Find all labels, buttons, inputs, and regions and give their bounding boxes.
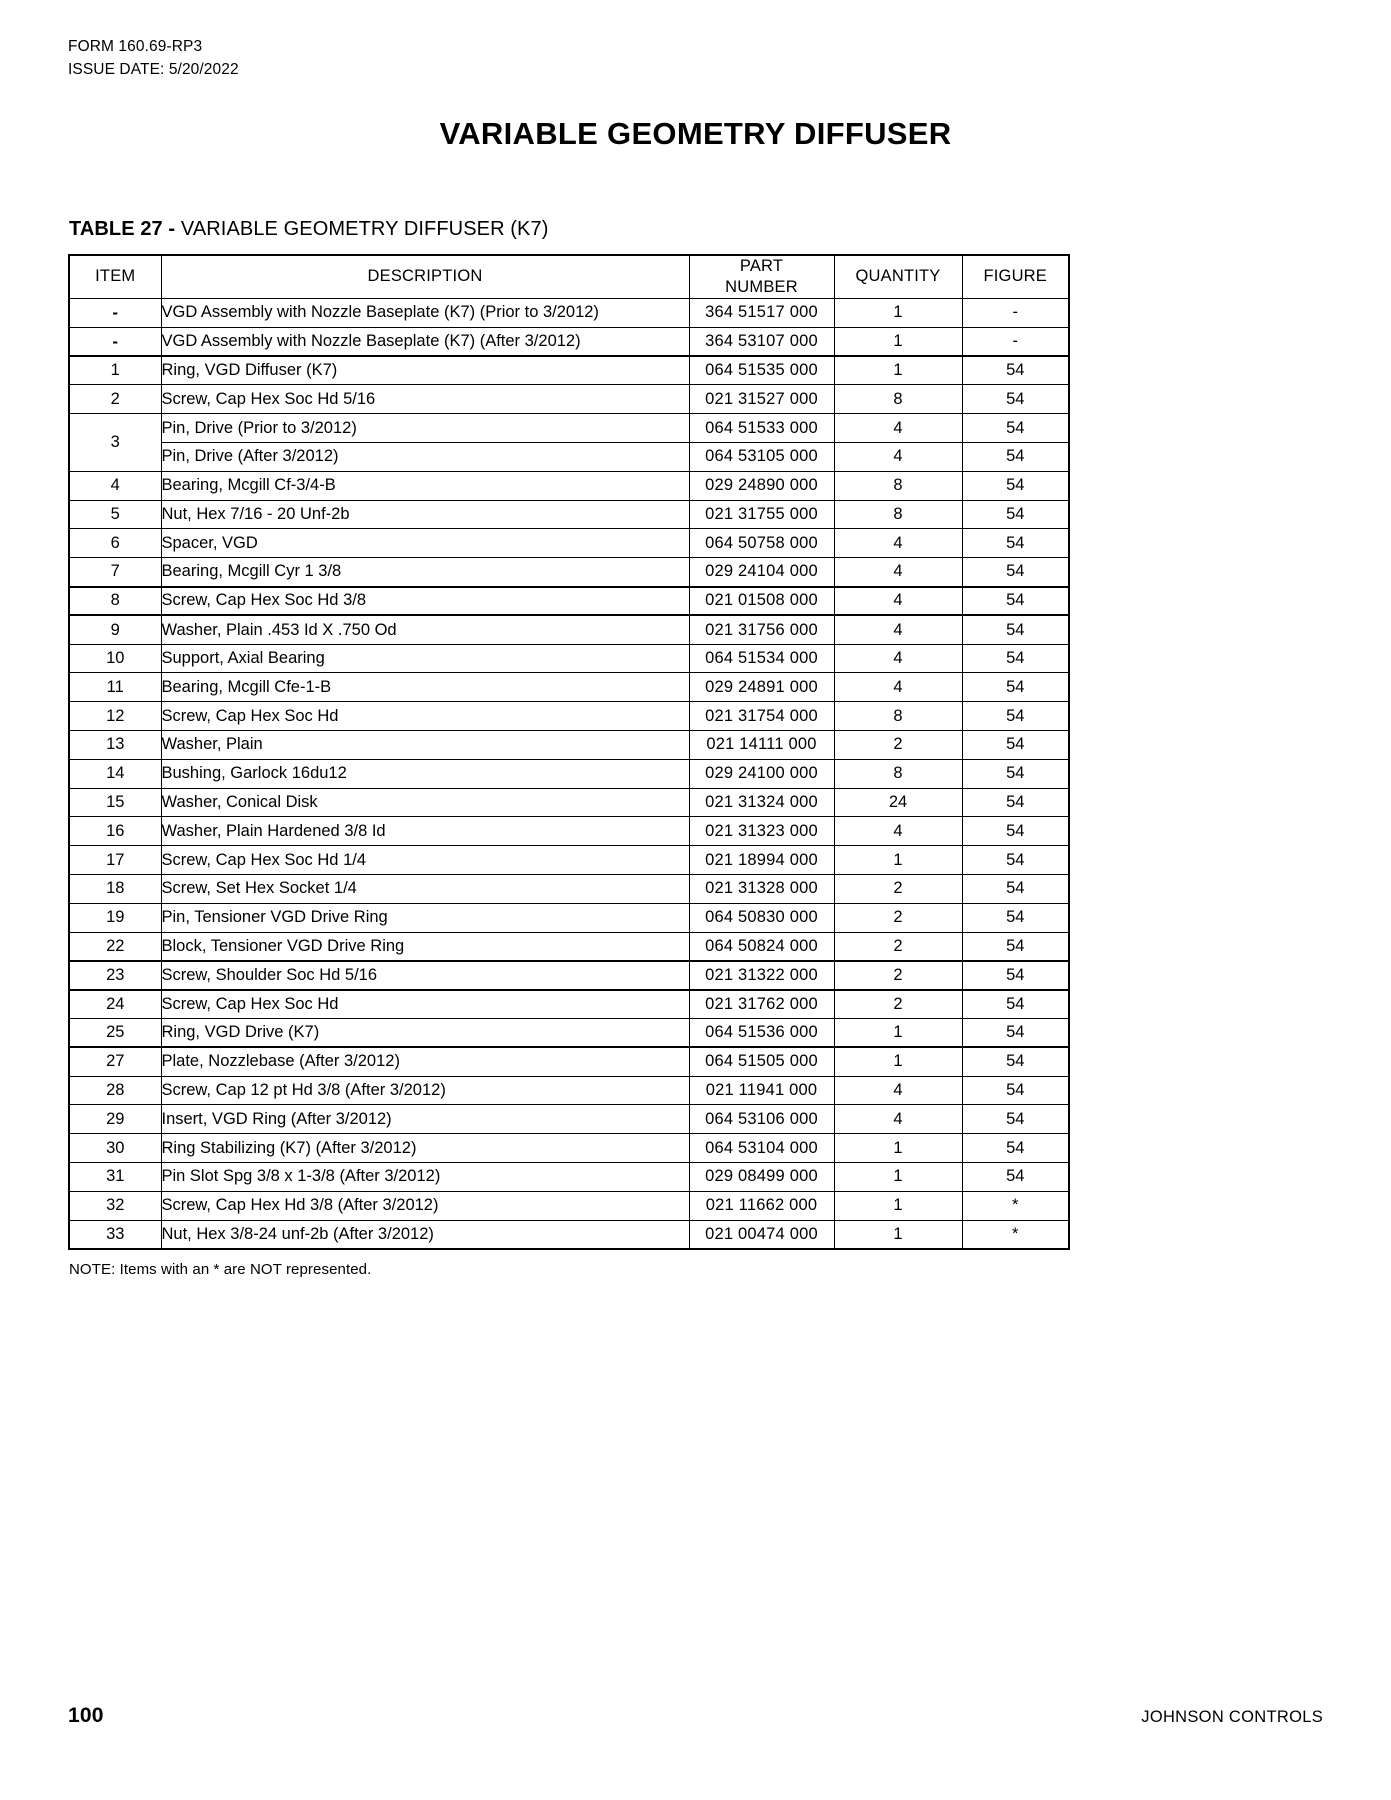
column-header-figure: FIGURE (962, 255, 1069, 299)
table-row (69, 1163, 1069, 1192)
cell-figure: 54 (962, 644, 1069, 673)
cell-item: 16 (69, 817, 161, 846)
cell-quantity: 1 (834, 1019, 962, 1048)
table-row (69, 702, 1069, 731)
cell-quantity: 2 (834, 903, 962, 932)
cell-figure: 54 (962, 817, 1069, 846)
cell-quantity: 2 (834, 875, 962, 904)
cell-item: 8 (69, 587, 161, 616)
cell-item: 31 (69, 1163, 161, 1192)
document-footer (68, 1704, 1323, 1728)
cell-quantity: 4 (834, 615, 962, 644)
cell-part-number: 029 24891 000 (689, 673, 834, 702)
column-header-quantity: QUANTITY (834, 255, 962, 299)
cell-figure: 54 (962, 846, 1069, 875)
table-row (69, 673, 1069, 702)
cell-part-number: 064 51536 000 (689, 1019, 834, 1048)
cell-quantity: 4 (834, 443, 962, 472)
cell-item: 19 (69, 903, 161, 932)
cell-figure: 54 (962, 1019, 1069, 1048)
cell-description: Pin, Drive (Prior to 3/2012) (161, 414, 689, 443)
cell-quantity: 4 (834, 414, 962, 443)
table-header (69, 255, 1069, 299)
column-header-item: ITEM (69, 255, 161, 299)
cell-quantity: 8 (834, 471, 962, 500)
table-row (69, 932, 1069, 961)
cell-description: Washer, Plain .453 Id X .750 Od (161, 615, 689, 644)
cell-part-number: 064 51533 000 (689, 414, 834, 443)
cell-description: Bearing, Mcgill Cf-3/4-B (161, 471, 689, 500)
column-header-part-number (689, 255, 834, 299)
cell-description: Screw, Cap Hex Soc Hd 3/8 (161, 587, 689, 616)
cell-item: 11 (69, 673, 161, 702)
cell-figure: 54 (962, 702, 1069, 731)
table-row (69, 644, 1069, 673)
parts-table (68, 254, 1070, 1250)
cell-description: Screw, Cap Hex Soc Hd 5/16 (161, 385, 689, 414)
cell-part-number: 064 50758 000 (689, 529, 834, 558)
cell-figure: 54 (962, 558, 1069, 587)
cell-item: 10 (69, 644, 161, 673)
cell-part-number: 029 24104 000 (689, 558, 834, 587)
cell-part-number: 021 31527 000 (689, 385, 834, 414)
cell-item: 32 (69, 1191, 161, 1220)
cell-quantity: 1 (834, 1220, 962, 1249)
cell-quantity: 8 (834, 385, 962, 414)
cell-figure: 54 (962, 1047, 1069, 1076)
cell-part-number: 029 08499 000 (689, 1163, 834, 1192)
cell-figure: 54 (962, 443, 1069, 472)
cell-figure: 54 (962, 875, 1069, 904)
cell-item: 3 (69, 414, 161, 472)
cell-description: Washer, Plain Hardened 3/8 Id (161, 817, 689, 846)
issue-date: ISSUE DATE: 5/20/2022 (68, 60, 239, 78)
cell-figure: 54 (962, 529, 1069, 558)
cell-figure: 54 (962, 471, 1069, 500)
cell-item: 4 (69, 471, 161, 500)
cell-part-number: 021 31754 000 (689, 702, 834, 731)
cell-quantity: 1 (834, 1047, 962, 1076)
cell-item: 28 (69, 1076, 161, 1105)
cell-quantity: 1 (834, 356, 962, 385)
cell-part-number: 064 50824 000 (689, 932, 834, 961)
cell-part-number: 029 24890 000 (689, 471, 834, 500)
cell-item: 23 (69, 961, 161, 990)
cell-figure: - (962, 327, 1069, 356)
cell-figure: 54 (962, 587, 1069, 616)
table-row (69, 1191, 1069, 1220)
table-row (69, 615, 1069, 644)
cell-figure: 54 (962, 385, 1069, 414)
table-row (69, 875, 1069, 904)
cell-part-number: 064 51505 000 (689, 1047, 834, 1076)
cell-description: Screw, Set Hex Socket 1/4 (161, 875, 689, 904)
cell-figure: 54 (962, 356, 1069, 385)
cell-part-number: 364 53107 000 (689, 327, 834, 356)
cell-part-number: 021 00474 000 (689, 1220, 834, 1249)
cell-quantity: 2 (834, 932, 962, 961)
cell-description: Support, Axial Bearing (161, 644, 689, 673)
cell-item: 18 (69, 875, 161, 904)
table-row (69, 385, 1069, 414)
table-caption (69, 218, 1323, 241)
cell-quantity: 4 (834, 587, 962, 616)
cell-part-number: 021 01508 000 (689, 587, 834, 616)
table-row (69, 1134, 1069, 1163)
cell-item: 9 (69, 615, 161, 644)
cell-quantity: 2 (834, 731, 962, 760)
cell-figure: 54 (962, 961, 1069, 990)
cell-part-number: 021 31755 000 (689, 500, 834, 529)
cell-part-number: 021 31328 000 (689, 875, 834, 904)
cell-figure: 54 (962, 990, 1069, 1019)
table-row (69, 1220, 1069, 1249)
cell-quantity: 24 (834, 788, 962, 817)
cell-quantity: 8 (834, 500, 962, 529)
cell-quantity: 1 (834, 299, 962, 328)
cell-part-number: 064 50830 000 (689, 903, 834, 932)
cell-quantity: 8 (834, 702, 962, 731)
cell-description: Pin, Tensioner VGD Drive Ring (161, 903, 689, 932)
table-row (69, 990, 1069, 1019)
cell-quantity: 4 (834, 1076, 962, 1105)
table-row (69, 471, 1069, 500)
table-row (69, 1019, 1069, 1048)
cell-item: 12 (69, 702, 161, 731)
page-number: 100 (68, 1704, 104, 1727)
cell-item: 22 (69, 932, 161, 961)
cell-quantity: 4 (834, 673, 962, 702)
form-number: FORM 160.69-RP3 (68, 38, 203, 55)
cell-item: - (69, 327, 161, 356)
cell-item: 2 (69, 385, 161, 414)
cell-item: 5 (69, 500, 161, 529)
cell-part-number: 021 14111 000 (689, 731, 834, 760)
cell-item: - (69, 299, 161, 328)
cell-figure: 54 (962, 1134, 1069, 1163)
table-row (69, 1076, 1069, 1105)
cell-part-number: 021 31322 000 (689, 961, 834, 990)
cell-description: Screw, Cap Hex Soc Hd 1/4 (161, 846, 689, 875)
table-row (69, 903, 1069, 932)
table-row (69, 961, 1069, 990)
cell-quantity: 1 (834, 1163, 962, 1192)
cell-description: Screw, Cap Hex Hd 3/8 (After 3/2012) (161, 1191, 689, 1220)
cell-part-number: 021 18994 000 (689, 846, 834, 875)
cell-item: 14 (69, 759, 161, 788)
cell-figure: 54 (962, 788, 1069, 817)
cell-part-number: 064 51535 000 (689, 356, 834, 385)
table-caption-text: VARIABLE GEOMETRY DIFFUSER (K7) (180, 217, 549, 240)
column-header-description: DESCRIPTION (161, 255, 689, 299)
table-row (69, 299, 1069, 328)
table-header-row (69, 255, 1069, 299)
cell-quantity: 4 (834, 817, 962, 846)
cell-figure: 54 (962, 414, 1069, 443)
cell-quantity: 4 (834, 558, 962, 587)
page-title: VARIABLE GEOMETRY DIFFUSER (439, 115, 952, 151)
footer-brand: JOHNSON CONTROLS (1141, 1708, 1323, 1726)
cell-quantity: 4 (834, 1105, 962, 1134)
cell-item: 30 (69, 1134, 161, 1163)
table-row (69, 356, 1069, 385)
cell-part-number: 064 53104 000 (689, 1134, 834, 1163)
cell-item: 27 (69, 1047, 161, 1076)
cell-figure: 54 (962, 1163, 1069, 1192)
cell-quantity: 4 (834, 644, 962, 673)
cell-figure: 54 (962, 731, 1069, 760)
table-row (69, 846, 1069, 875)
cell-description: Nut, Hex 3/8-24 unf-2b (After 3/2012) (161, 1220, 689, 1249)
table-row (69, 327, 1069, 356)
cell-figure: 54 (962, 615, 1069, 644)
cell-quantity: 2 (834, 990, 962, 1019)
cell-item: 33 (69, 1220, 161, 1249)
cell-description: Washer, Conical Disk (161, 788, 689, 817)
cell-figure: 54 (962, 932, 1069, 961)
cell-figure: 54 (962, 673, 1069, 702)
cell-figure: 54 (962, 1076, 1069, 1105)
document-header (68, 36, 1323, 82)
table-row (69, 817, 1069, 846)
cell-description: Screw, Cap Hex Soc Hd (161, 990, 689, 1019)
cell-description: Screw, Shoulder Soc Hd 5/16 (161, 961, 689, 990)
cell-quantity: 1 (834, 327, 962, 356)
column-header-part-number-line2: NUMBER (725, 277, 798, 296)
table-row (69, 558, 1069, 587)
table-row (69, 500, 1069, 529)
cell-item: 6 (69, 529, 161, 558)
cell-figure: 54 (962, 903, 1069, 932)
cell-quantity: 4 (834, 529, 962, 558)
cell-description: Bearing, Mcgill Cyr 1 3/8 (161, 558, 689, 587)
cell-item: 7 (69, 558, 161, 587)
cell-quantity: 1 (834, 1191, 962, 1220)
cell-item: 13 (69, 731, 161, 760)
cell-quantity: 1 (834, 846, 962, 875)
cell-description: Plate, Nozzlebase (After 3/2012) (161, 1047, 689, 1076)
cell-quantity: 8 (834, 759, 962, 788)
table-row (69, 1047, 1069, 1076)
table-row (69, 759, 1069, 788)
cell-description: Pin Slot Spg 3/8 x 1-3/8 (After 3/2012) (161, 1163, 689, 1192)
cell-figure: * (962, 1220, 1069, 1249)
cell-figure: 54 (962, 1105, 1069, 1134)
cell-description: Ring Stabilizing (K7) (After 3/2012) (161, 1134, 689, 1163)
cell-part-number: 064 53106 000 (689, 1105, 834, 1134)
table-row (69, 1105, 1069, 1134)
cell-quantity: 1 (834, 1134, 962, 1163)
cell-figure: - (962, 299, 1069, 328)
cell-item: 29 (69, 1105, 161, 1134)
cell-quantity: 2 (834, 961, 962, 990)
table-row (69, 443, 1069, 472)
cell-figure: 54 (962, 759, 1069, 788)
cell-part-number: 364 51517 000 (689, 299, 834, 328)
table-caption-label: TABLE 27 - (69, 217, 181, 240)
cell-description: Nut, Hex 7/16 - 20 Unf-2b (161, 500, 689, 529)
cell-figure: * (962, 1191, 1069, 1220)
cell-description: VGD Assembly with Nozzle Baseplate (K7) (After 3/2012) (161, 327, 689, 356)
cell-part-number: 021 31324 000 (689, 788, 834, 817)
cell-item: 1 (69, 356, 161, 385)
table-row (69, 529, 1069, 558)
table-row (69, 788, 1069, 817)
cell-description: Bushing, Garlock 16du12 (161, 759, 689, 788)
cell-part-number: 029 24100 000 (689, 759, 834, 788)
cell-description: Ring, VGD Drive (K7) (161, 1019, 689, 1048)
cell-part-number: 064 51534 000 (689, 644, 834, 673)
cell-description: Screw, Cap Hex Soc Hd (161, 702, 689, 731)
cell-description: Screw, Cap 12 pt Hd 3/8 (After 3/2012) (161, 1076, 689, 1105)
cell-description: Ring, VGD Diffuser (K7) (161, 356, 689, 385)
cell-item: 17 (69, 846, 161, 875)
cell-description: Pin, Drive (After 3/2012) (161, 443, 689, 472)
cell-description: VGD Assembly with Nozzle Baseplate (K7) (Prior to 3/2012) (161, 299, 689, 328)
column-header-part-number-line1: PART (739, 256, 784, 275)
table-body (69, 299, 1069, 1249)
cell-description: Bearing, Mcgill Cfe-1-B (161, 673, 689, 702)
cell-item: 24 (69, 990, 161, 1019)
table-row (69, 414, 1069, 443)
cell-description: Spacer, VGD (161, 529, 689, 558)
cell-part-number: 064 53105 000 (689, 443, 834, 472)
cell-figure: 54 (962, 500, 1069, 529)
table-row (69, 587, 1069, 616)
cell-description: Block, Tensioner VGD Drive Ring (161, 932, 689, 961)
cell-part-number: 021 31756 000 (689, 615, 834, 644)
cell-part-number: 021 11941 000 (689, 1076, 834, 1105)
cell-item: 25 (69, 1019, 161, 1048)
table-row (69, 731, 1069, 760)
cell-part-number: 021 31762 000 (689, 990, 834, 1019)
table-note: NOTE: Items with an * are NOT represented. (69, 1260, 372, 1278)
cell-item: 15 (69, 788, 161, 817)
cell-description: Insert, VGD Ring (After 3/2012) (161, 1105, 689, 1134)
cell-part-number: 021 31323 000 (689, 817, 834, 846)
cell-part-number: 021 11662 000 (689, 1191, 834, 1220)
cell-description: Washer, Plain (161, 731, 689, 760)
